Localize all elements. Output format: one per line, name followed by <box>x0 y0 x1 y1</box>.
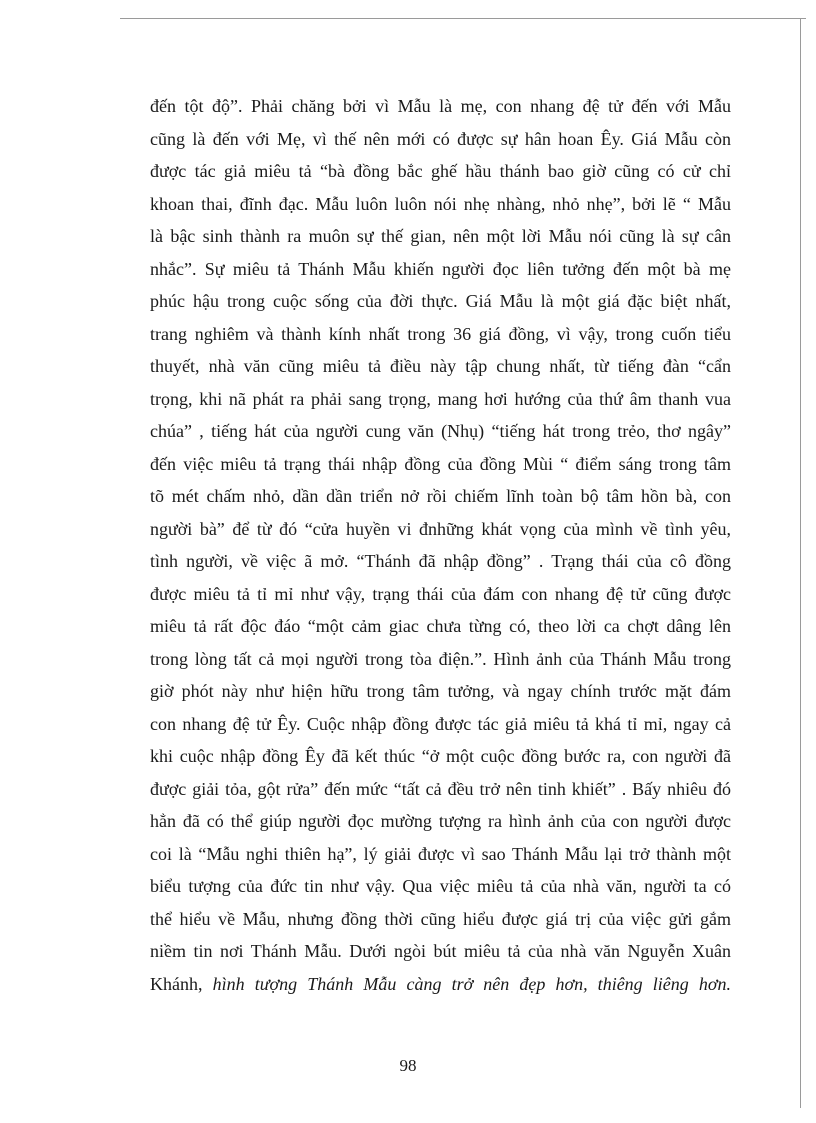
text-line: chúa” , tiếng hát của người cung văn (Nhụ) “tiếng hát trong trẻo, thơ ngây” <box>150 421 731 441</box>
text-line: phúc hậu trong cuộc sống của đời thực. Giá Mẫu là một giá đặc biệt nhất, <box>150 291 731 311</box>
text-line: cũng là đến với Mẹ, vì thế nên mới có được sự hân hoan Êy. Giá Mẫu còn <box>150 128 731 149</box>
text-line: thuyết, nhà văn cũng miêu tả điều này tập chung nhất, từ tiếng đàn “cẩn <box>150 356 731 376</box>
text-line: khi cuộc nhập đồng Êy đã kết thúc “ở một cuộc đồng bước ra, con người đã <box>150 746 731 766</box>
text-line: người bà” để từ đó “cửa huyền vi đnhững khát vọng của mình về tình yêu, <box>150 518 731 539</box>
text-line: đến tột độ”. Phải chăng bởi vì Mẫu là mẹ, con nhang đệ tử đến với Mẫu <box>150 96 731 116</box>
text-line: con nhang đệ tử Êy. Cuộc nhập đồng được tác giả miêu tả khá tỉ mỉ, ngay cả <box>150 713 731 734</box>
text-line: trang nghiêm và thành kính nhất trong 36 giá đồng, vì vậy, trong cuốn tiểu <box>150 323 731 344</box>
text-line: niềm tin nơi Thánh Mẫu. Dưới ngòi bút miêu tả của nhà văn Nguyễn Xuân <box>150 941 731 961</box>
text-line: coi là “Mẫu nghi thiên hạ”, lý giải được vì sao Thánh Mẫu lại trở thành một <box>150 843 731 864</box>
text-line: khoan thai, đĩnh đạc. Mẫu luôn luôn nói nhẹ nhàng, nhỏ nhẹ”, bởi lẽ “ Mẫu <box>150 193 731 214</box>
text-line: đến việc miêu tả trạng thái nhập đồng của đồng Mùi “ điểm sáng trong tâm <box>150 453 731 474</box>
text-line: nhắc”. Sự miêu tả Thánh Mẫu khiến người đọc liên tưởng đến một bà mẹ <box>150 258 731 279</box>
text-line: hẳn đã có thể giúp người đọc mường tượng ra hình ảnh của con người được <box>150 811 731 831</box>
text-line: trong lòng tất cả mọi người trong tòa điện.”. Hình ảnh của Thánh Mẫu trong <box>150 648 731 669</box>
text-line: trọng, khi nã phát ra phải sang trọng, mang hơi hướng của thứ âm thanh vua <box>150 388 731 409</box>
text-line: thể hiểu về Mẫu, nhưng đồng thời cũng hiểu được giá trị của việc gửi gắm <box>150 908 731 929</box>
text-line: được giải tỏa, gột rửa” đến mức “tất cả đều trở nên tinh khiết” . Bấy nhiêu đó <box>150 778 731 799</box>
last-line-italic-text: hình tượng Thánh Mẫu càng trở nên đẹp hơn, thiêng liêng hơn. <box>212 973 731 994</box>
text-line: giờ phót này như hiện hữu trong tâm tưởng, và ngay chính trước mặt đám <box>150 681 731 701</box>
body-text <box>136 90 731 1000</box>
text-line: tõ mét chấm nhỏ, dần dần triển nở rồi chiếm lĩnh toàn bộ tâm hồn bà, con <box>150 486 731 506</box>
page-border-top <box>120 18 806 19</box>
page-border-right <box>800 18 801 1108</box>
text-line-last <box>136 968 731 1001</box>
text-line: được tác giả miêu tả “bà đồng bắc ghế hầu thánh bao giờ cũng có cử chỉ <box>150 161 731 181</box>
text-line: tình người, về việc ã mở. “Thánh đã nhập đồng” . Trạng thái của cô đồng <box>150 551 731 571</box>
text-line: là bậc sinh thành ra muôn sự thế gian, nên một lời Mẫu nói cũng là sự cân <box>150 226 731 246</box>
last-line-normal-text: Khánh, <box>150 973 213 994</box>
page-number: 98 <box>399 1056 417 1075</box>
text-line: được miêu tả tỉ mỉ như vậy, trạng thái của đám con nhang đệ tử cũng được <box>150 583 731 604</box>
text-line: biểu tượng của đức tin như vậy. Qua việc miêu tả của nhà văn, người ta có <box>150 876 731 896</box>
text-line: miêu tả rất độc đáo “một cảm giac chưa từng có, theo lời ca chợt dâng lên <box>150 616 731 636</box>
